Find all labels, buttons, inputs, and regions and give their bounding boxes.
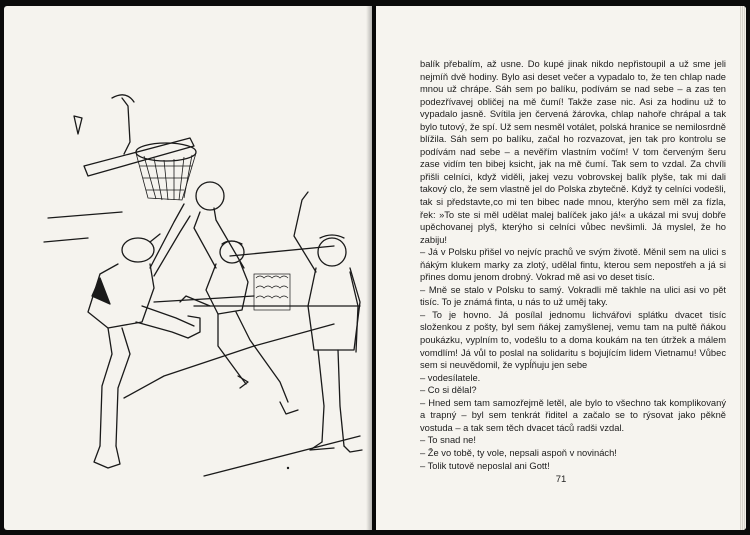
paragraph: – To je hovno. Já posílal jednomu lichvářovi splátku dvacet tisíc složenkou z pošty, byl sem ňákej zamyšlenej, vemu tam na pultě ňákou poukázku, vyplním to, vodešlu to a doma koukám na ten útržek a málem vomdlím! Já vůl to poslal na solidaritu s bojujícím lidem Vietnamu! Vůbec sem si neuvědomil, že vypĺňuju jen sebe — [420, 309, 726, 371]
page-edge — [740, 6, 746, 530]
paragraph: – Hned sem tam samozřejmě letěl, ale bylo to všechno tak komplikovaný a trapný – byl sem tenkrát řiditel a začalo se to rýsovat jako pěkně vostuda – a tak sem těch dvacet táců radši vzdal. — [420, 397, 726, 433]
paragraph: – Co si dělal? — [420, 385, 477, 396]
page-text — [420, 58, 726, 472]
paragraph: – Tolik tutově neposlal ani Gott! — [420, 460, 550, 471]
paragraph: – Že vo tobě, ty vole, nepsali aspoň v novinách! — [420, 447, 617, 458]
paragraph: – Mně se stalo v Polsku to samý. Vokradli mě takhle na ulici asi vo pět tisíc. To je známá finta, u nás to už uměj taky. — [420, 284, 726, 308]
paragraph: balík přebalím, až usne. Do kupé jinak nikdo nepřistoupil a už sme jeli nejmíň dvě hodiny. Bylo asi deset večer a vypadalo to, že ten chlap nade mnou už chrápe. Sáh sem po balíku, podívám se nad sebe – a zas ten podezřívavej obličej na mě čumí! Takže zase nic. Asi za hodinu už to vypadalo jasně. Svítila jen červená žárovka, chlap nahoře chrápal a tak bylo tutový, že spí. Už sem nesměl votálet, polská hranice se nemilosrdně blížila. Sáh sem po balíku, začal ho rozvazovat, jen tak pro kontrolu se podívám nad sebe – a nevěřím vlastním vočím! V tom červeným šeru zase vidím ten bibej ksicht, jak na mě čumí. Tak sem to vzdal. Za chvíli přišli celníci, když viděli, jakej vezu vobrovskej balík plyše, tak mi dali takový clo, že sem vlastně jel do Polska zbytečně. Když ty celníci vodešli, tak si představte,co mi ten bibec nade mnou, kterýho sem měl za fízla, řek: »To ste si měl udělat malej balíček jako já!« a ukázal mi svuj dobře upěchovanej plyš, kterýho si celníci vůbec nevšimli. Já myslel, že ho zabiju! — [420, 59, 726, 245]
open-book — [4, 6, 746, 530]
page-number: 71 — [555, 474, 567, 485]
right-page — [376, 6, 746, 530]
basketball-illustration — [4, 6, 372, 530]
paragraph: – vodesílatele. — [420, 372, 481, 383]
paragraph: – To snad ne! — [420, 435, 476, 446]
paragraph: – Já v Polsku přišel vo nejvíc prachů ve svým životě. Měnil sem na ulici s ňákým klukem marky za zlotý, udělal fintu, kterou sem nepostřeh a já si přines domu jenom drobný. Vokrad mě asi vo deset tisíc. — [420, 247, 726, 283]
left-page — [4, 6, 372, 530]
